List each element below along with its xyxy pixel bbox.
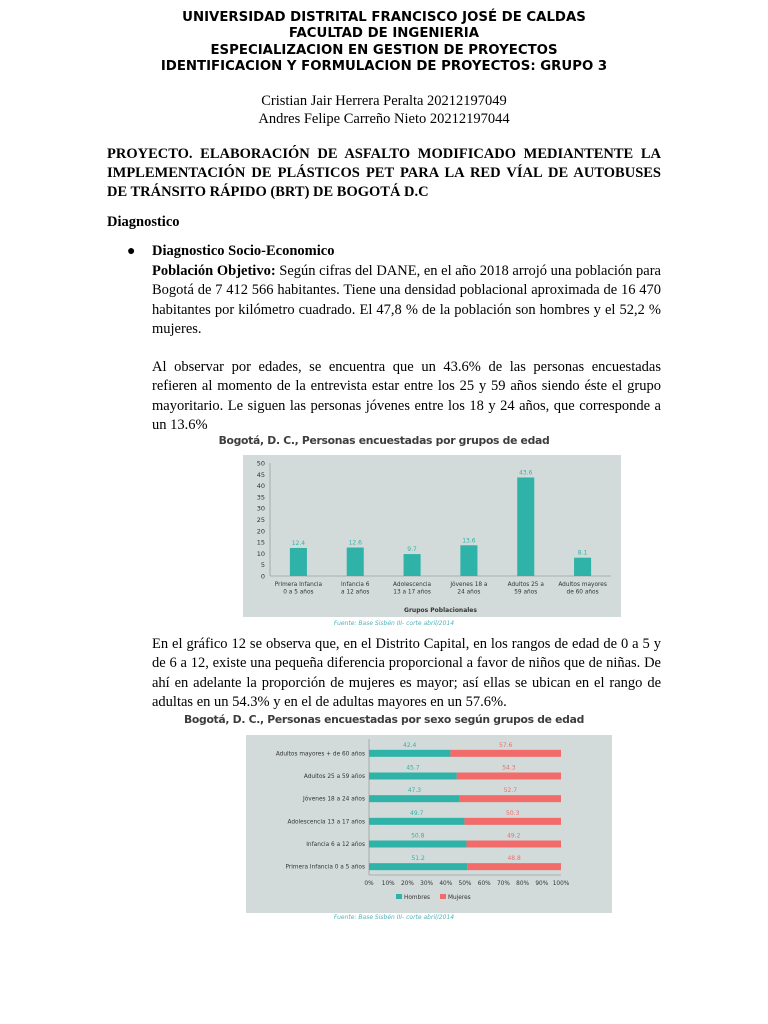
program-name: ESPECIALIZACION EN GESTION DE PROYECTOS (210, 42, 558, 58)
y-tick-label: 30 (256, 504, 265, 513)
category-label: Jóvenes 18 a 24 años (303, 796, 365, 803)
university-name: UNIVERSIDAD DISTRITAL FRANCISCO JOSÉ DE CALDAS (182, 10, 586, 25)
x-tick-label: Adultos 25 a (507, 582, 544, 588)
bar-segment (467, 863, 561, 870)
x-tick-label: Infancia 6 (340, 582, 370, 588)
paragraph-age: Al observar por edades, se encuentra que un 43.6% de las personas encuestadas refieren al momento de la entrevista estar entre los 25 y 59 años siendo éste el grupo mayoritario. Le siguen las personas jóvenes entre los 18 y 24 años, que corresponde a un 13.6% (152, 359, 661, 433)
faculty-name: FACULTAD DE INGENIERIA (288, 26, 480, 42)
bar-segment (369, 795, 460, 802)
bar-segment (369, 818, 464, 825)
bullet-icon: ● (127, 244, 136, 259)
data-label: 51.2 (411, 855, 425, 863)
category-label: Infancia 6 a 12 años (306, 842, 365, 848)
legend-label: Mujeres (448, 895, 471, 901)
authors-block (0, 92, 768, 128)
bar (517, 477, 534, 576)
bar (460, 545, 477, 576)
x-tick-label: 30% (420, 881, 434, 887)
data-label: 48.8 (507, 855, 521, 863)
data-label: 12.6 (348, 539, 362, 547)
data-label: 47.3 (407, 787, 422, 795)
data-label: 8.1 (577, 549, 588, 557)
y-tick-label: 5 (260, 561, 265, 570)
y-tick-label: 40 (256, 482, 265, 491)
y-tick-label: 10 (256, 549, 265, 558)
x-tick-label: a 12 años (341, 589, 370, 596)
legend-swatch (396, 894, 402, 899)
x-tick-label: 70% (496, 881, 510, 887)
subsection-heading: Diagnostico Socio-Economico (152, 243, 335, 259)
bar-segment (464, 818, 561, 825)
y-tick-label: 0 (260, 572, 265, 581)
data-label: 50.3 (506, 809, 520, 817)
data-label: 50.8 (411, 832, 425, 840)
data-label: 49.2 (507, 832, 521, 840)
bar-segment (450, 750, 561, 757)
bar (574, 558, 591, 576)
paragraph-sex: En el gráfico 12 se observa que, en el Distrito Capital, en los rangos de edad de 0 a 5 y de 6 a 12, existe una pequeña diferencia proporcional a favor de niños que de niñas. De ahí en adelante la proporción de mujeres es mayor; así ellas se ubican en el rango de adultas en un 54.3% y en el de adultas mayores en un 57.6%. (152, 636, 661, 710)
x-tick-label: de 60 años (566, 589, 599, 596)
x-tick-label: 80% (516, 881, 530, 887)
bar (290, 548, 307, 576)
sex-by-age-stacked-chart (246, 735, 612, 913)
x-tick-label: 10% (381, 881, 395, 887)
data-label: 52.7 (503, 787, 518, 795)
chart-source: Fuente: Base Sisbén III- corte abril/2014 (333, 620, 455, 627)
document-header (0, 10, 768, 75)
data-label: 45.7 (406, 764, 420, 772)
y-tick-label: 50 (256, 459, 265, 468)
legend-swatch (440, 894, 446, 899)
bar-segment (457, 773, 561, 780)
category-label: Adultos 25 a 59 años (303, 774, 365, 780)
bar-segment (369, 773, 457, 780)
data-label: 12.4 (291, 539, 306, 547)
x-tick-label: 0% (364, 881, 374, 887)
x-tick-label: Primera Infancia (274, 582, 323, 588)
x-tick-label: 100% (552, 881, 570, 887)
x-tick-label: 13 a 17 años (393, 589, 431, 596)
category-label: Primera Infancia 0 a 5 años (285, 864, 365, 871)
legend-label: Hombres (404, 895, 431, 901)
data-label: 49.7 (410, 809, 424, 817)
author-line: Cristian Jair Herrera Peralta 20212197049 (261, 93, 507, 109)
y-tick-label: 25 (256, 516, 265, 524)
bar-segment (369, 841, 467, 848)
x-tick-label: Adolescencia (393, 582, 432, 588)
x-tick-label: 90% (535, 881, 549, 887)
author-line: Andres Felipe Carreño Nieto 20212197044 (258, 111, 510, 127)
category-label: Adultos mayores + de 60 años (275, 751, 365, 758)
bar (347, 548, 364, 576)
bar-segment (369, 750, 450, 757)
x-tick-label: 24 años (457, 589, 481, 596)
x-tick-label: 50% (458, 881, 472, 887)
category-label: Adolescencia 13 a 17 años (287, 819, 365, 826)
bar-segment (467, 841, 561, 848)
data-label: 13.6 (462, 537, 476, 545)
x-tick-label: 20% (400, 881, 414, 887)
age-group-bar-chart (243, 455, 621, 617)
x-tick-label: 40% (439, 881, 453, 887)
y-tick-label: 15 (256, 538, 265, 547)
project-title: PROYECTO. ELABORACIÓN DE ASFALTO MODIFICADO MEDIANTENTE LA IMPLEMENTACIÓN DE PLÁSTICOS PET PARA LA RED VÍAL DE AUTOBUSES DE TRÁNSITO RÁPIDO (BRT) DE BOGOTÁ D.C (107, 146, 661, 200)
data-label: 54.3 (502, 764, 516, 772)
x-axis-label: Grupos Poblacionales (404, 607, 477, 614)
x-tick-label: Jóvenes 18 a (450, 582, 488, 588)
paragraph-population (152, 262, 661, 339)
chart-title: Bogotá, D. C., Personas encuestadas por grupos de edad (218, 434, 550, 447)
y-tick-label: 20 (256, 527, 265, 536)
section-heading: Diagnostico (107, 214, 180, 230)
paragraph-text: Según cifras del DANE, en el año 2018 arrojó una población para Bogotá de 7 412 566 habitantes. Tiene una densidad poblacional aproximada de 16 470 habitantes por kilómetro cuadrado. El 47,8 % de la población son hombres y el 52,2 % mujeres. (152, 263, 661, 337)
chart-title: Bogotá, D. C., Personas encuestadas por sexo según grupos de edad (183, 713, 585, 726)
bar-segment (460, 795, 561, 802)
data-label: 42.4 (403, 741, 417, 749)
course-name: IDENTIFICACION Y FORMULACION DE PROYECTOS: GRUPO 3 (160, 58, 608, 74)
data-label: 43.6 (519, 469, 533, 477)
y-tick-label: 35 (256, 493, 265, 502)
paragraph-label: Población Objetivo: (152, 263, 276, 279)
x-tick-label: 0 a 5 años (283, 589, 314, 596)
data-label: 57.6 (499, 741, 513, 749)
chart-source: Fuente: Base Sisbén III- corte abril/2014 (333, 914, 455, 921)
x-tick-label: Adultos mayores (558, 582, 607, 588)
data-label: 9.7 (407, 546, 417, 554)
x-tick-label: 59 años (514, 589, 538, 596)
bar-segment (369, 863, 467, 870)
y-tick-label: 45 (256, 470, 265, 479)
x-tick-label: 60% (477, 881, 491, 887)
bar (404, 554, 421, 576)
